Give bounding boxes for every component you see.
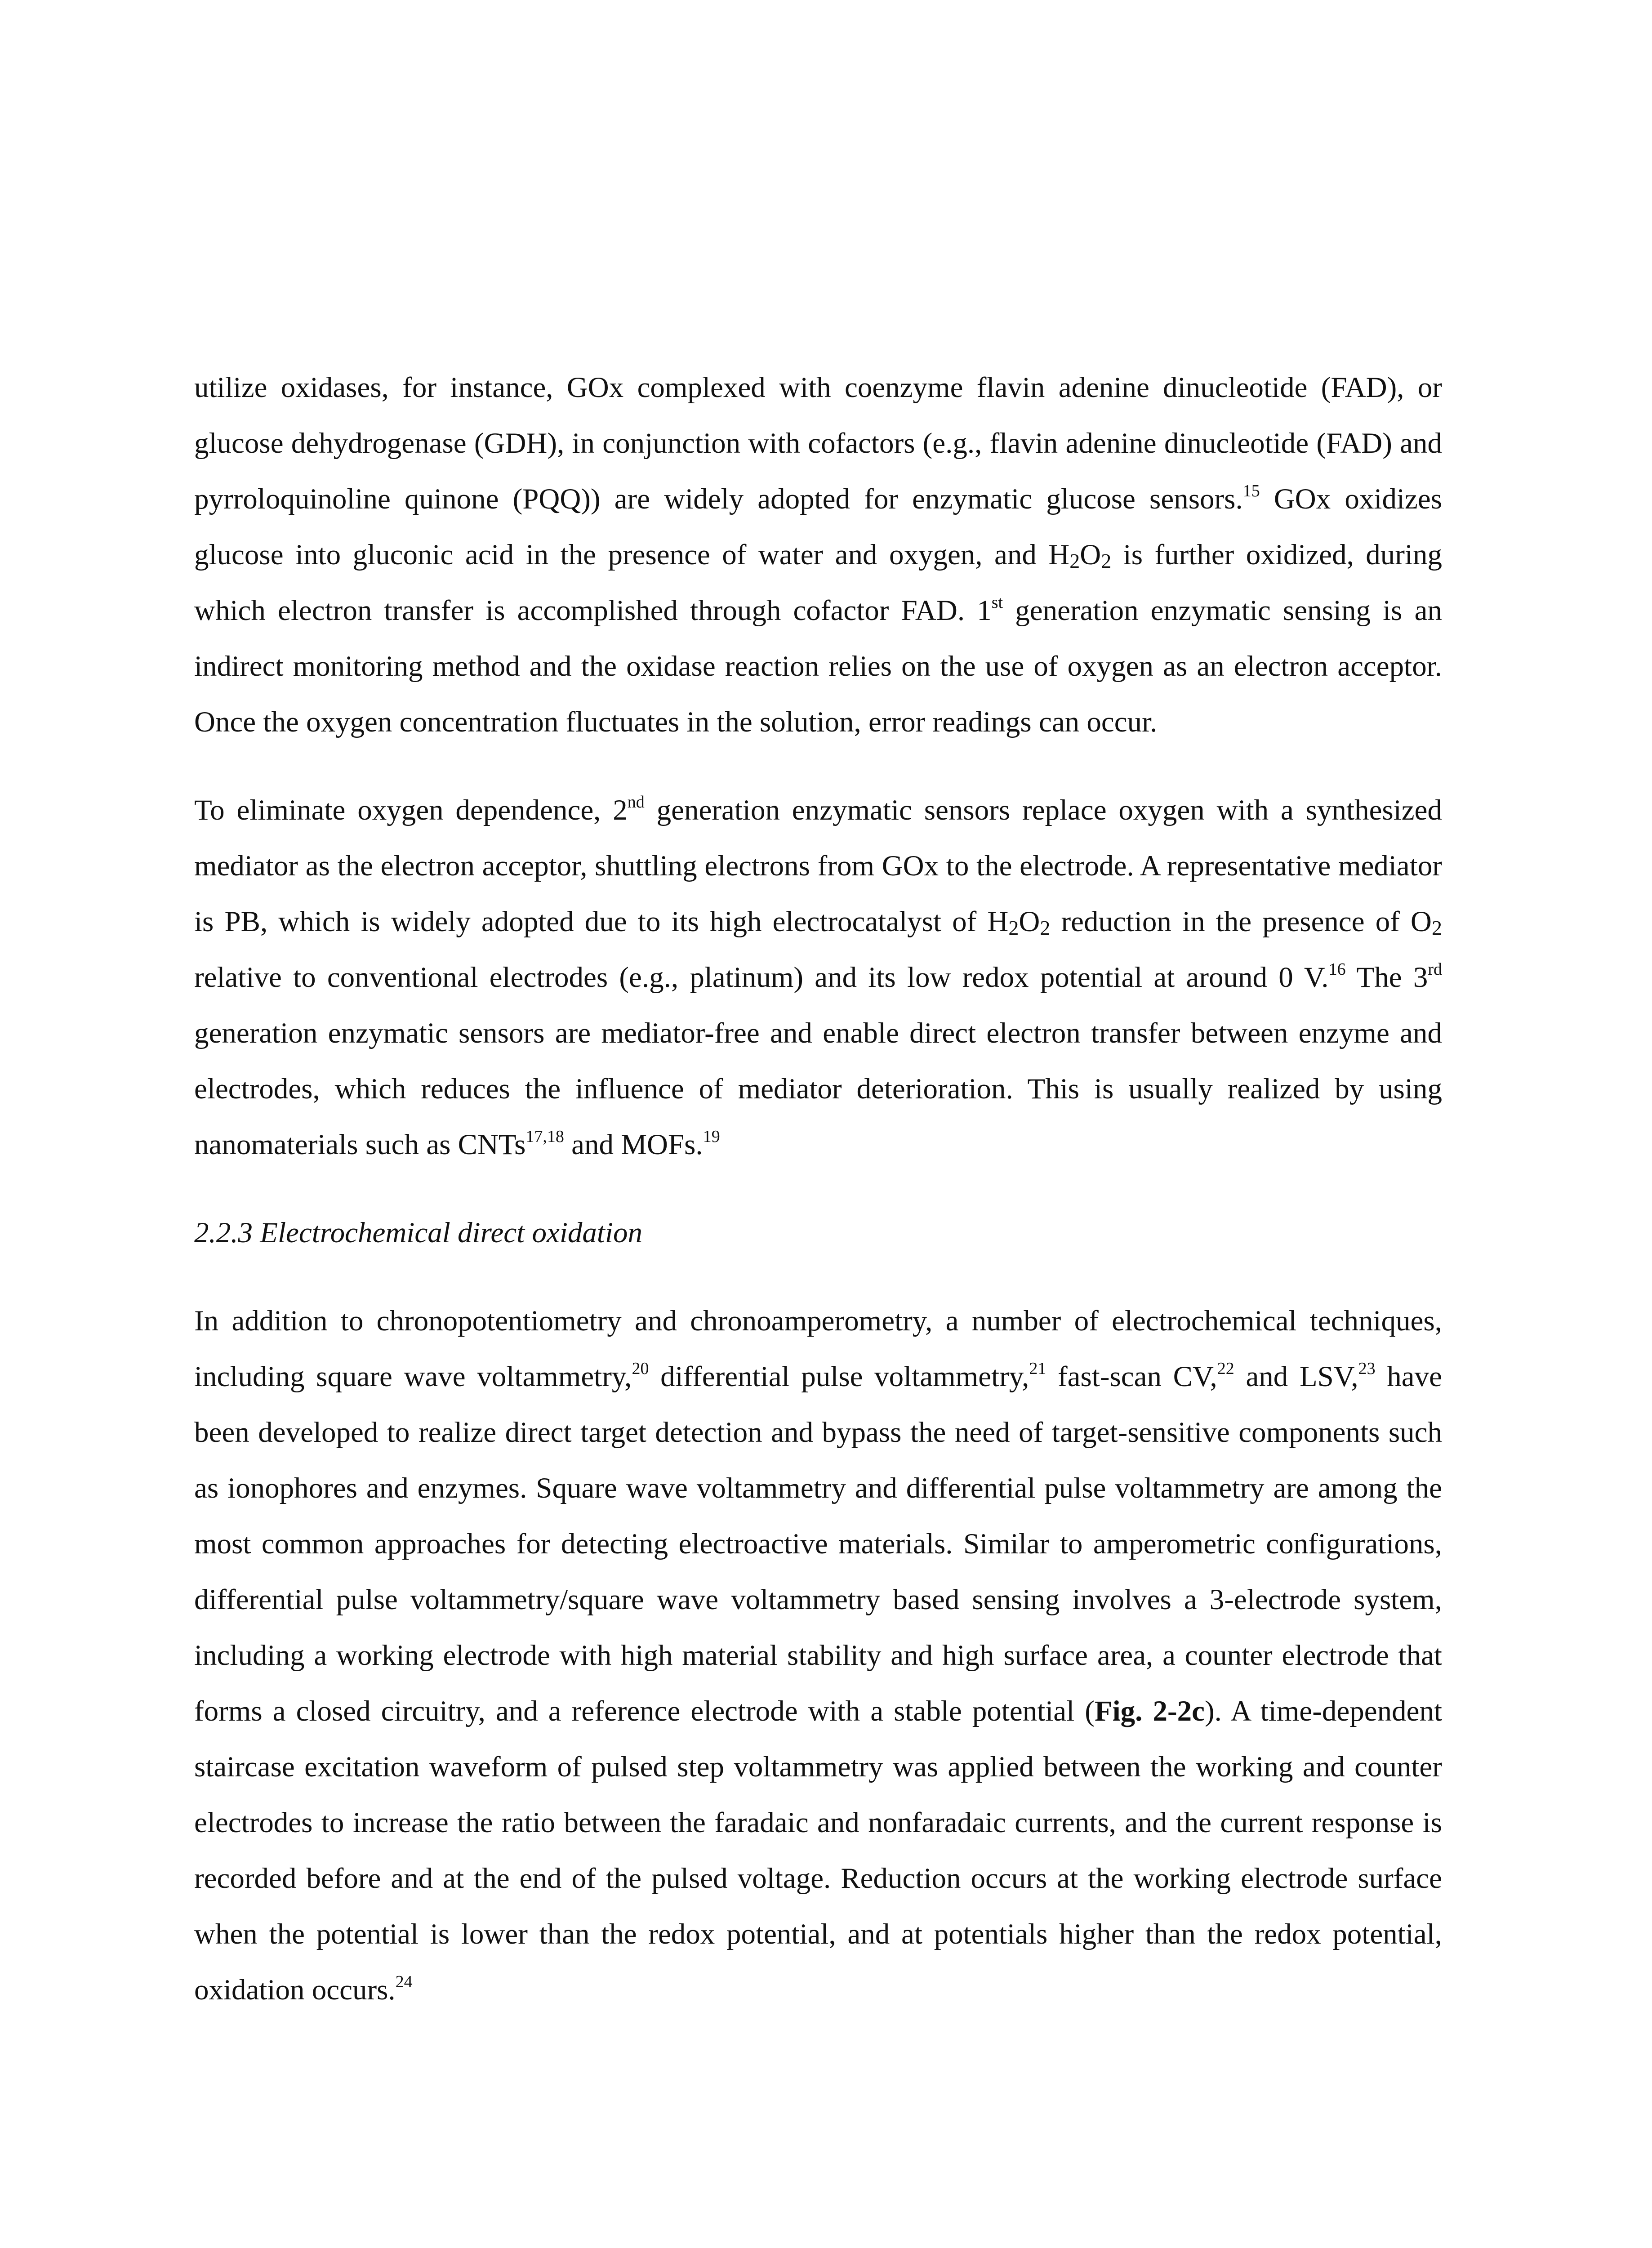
- text-span: relative to conventional electrodes (e.g., platinum) and its low redox potential at around 0 V.: [194, 961, 1329, 994]
- subscript: 2: [1008, 916, 1019, 939]
- citation-superscript: 20: [632, 1359, 649, 1378]
- subscript: 2: [1431, 916, 1442, 939]
- text-span: and MOFs.: [564, 1128, 703, 1161]
- text-span: is further oxidized, during which electron transfer is accomplished through cofactor FAD. 1: [194, 539, 1442, 627]
- citation-superscript: 15: [1242, 482, 1260, 501]
- citation-superscript: 16: [1328, 960, 1346, 979]
- subscript: 2: [1040, 916, 1051, 939]
- paragraph-direct-oxidation: [194, 1293, 1442, 2018]
- citation-superscript: 24: [395, 1972, 413, 1992]
- citation-superscript: 22: [1217, 1359, 1234, 1378]
- body-text: [194, 360, 1442, 2018]
- text-span: To eliminate oxygen dependence, 2: [194, 794, 628, 826]
- citation-superscript: 23: [1358, 1359, 1376, 1378]
- citation-superscript: 19: [703, 1127, 720, 1146]
- text-span: O: [1019, 905, 1040, 938]
- text-span: O: [1080, 539, 1101, 571]
- text-span: generation enzymatic sensors are mediator-free and enable direct electron transfer between enzyme and electrodes, which reduces the influence of mediator deterioration. This is usually realized by using nanomaterials such as CNTs: [194, 1017, 1442, 1161]
- text-span: generation enzymatic sensors replace oxygen with a synthesized mediator as the electron acceptor, shuttling electrons from GOx to the electrode. A representative mediator is PB, which is widely adopted due to its high electrocatalyst of H: [194, 794, 1442, 938]
- ordinal-superscript: st: [991, 593, 1003, 612]
- text-span: ). A time-dependent staircase excitation waveform of pulsed step voltammetry was applied between the working and counter electrodes to increase the ratio between the faradaic and nonfaradaic currents, and the current response is recorded before and at the end of the pulsed voltage. Reduction occurs at the working electrode surface when the potential is lower than the redox potential, and at potentials higher than the redox potential, oxidation occurs.: [194, 1695, 1442, 2006]
- subscript: 2: [1101, 549, 1112, 572]
- text-span: have been developed to realize direct target detection and bypass the need of target-sensitive components such as ionophores and enzymes. Square wave voltammetry and differential pulse voltammetry are among the most common approaches for detecting electroactive materials. Similar to amperometric configurations, differential pulse voltammetry/square wave voltammetry based sensing involves a 3-electrode system, including a working electrode with high material stability and high surface area, a counter electrode that forms a closed circuitry, and a reference electrode with a stable potential (: [194, 1360, 1442, 1727]
- text-span: generation enzymatic sensing is an indirect monitoring method and the oxidase reaction relies on the use of oxygen as an electron acceptor. Once the oxygen concentration fluctuates in the solution, error readings can occur.: [194, 594, 1442, 738]
- ordinal-superscript: nd: [627, 793, 645, 812]
- paragraph-enzymatic-second-third-generation: [194, 782, 1442, 1173]
- citation-superscript: 17,18: [525, 1127, 564, 1146]
- citation-superscript: 21: [1029, 1359, 1046, 1378]
- text-span: differential pulse voltammetry,: [649, 1360, 1029, 1393]
- subscript: 2: [1069, 549, 1080, 572]
- text-span: The 3: [1345, 961, 1428, 994]
- ordinal-superscript: rd: [1428, 960, 1442, 979]
- text-span: fast-scan CV,: [1046, 1360, 1217, 1393]
- text-span: reduction in the presence of O: [1050, 905, 1432, 938]
- section-heading: 2.2.3 Electrochemical direct oxidation: [194, 1217, 642, 1249]
- text-span: and LSV,: [1234, 1360, 1358, 1393]
- text-span: GOx oxidizes glucose into gluconic acid in the presence of water and oxygen, and H: [194, 483, 1443, 571]
- figure-reference: Fig. 2-2c: [1094, 1695, 1205, 1727]
- text-span: In addition to chronopotentiometry and chronoamperometry, a number of electrochemical techniques, including square wave voltammetry,: [194, 1305, 1442, 1393]
- paragraph-enzymatic-first-generation: [194, 360, 1442, 750]
- text-span: utilize oxidases, for instance, GOx complexed with coenzyme flavin adenine dinucleotide (FAD), or glucose dehydrogenase (GDH), in conjunction with cofactors (e.g., flavin adenine dinucleotide (FAD) and pyrroloquinoline quinone (PQQ)) are widely adopted for enzymatic glucose sensors.: [194, 371, 1442, 515]
